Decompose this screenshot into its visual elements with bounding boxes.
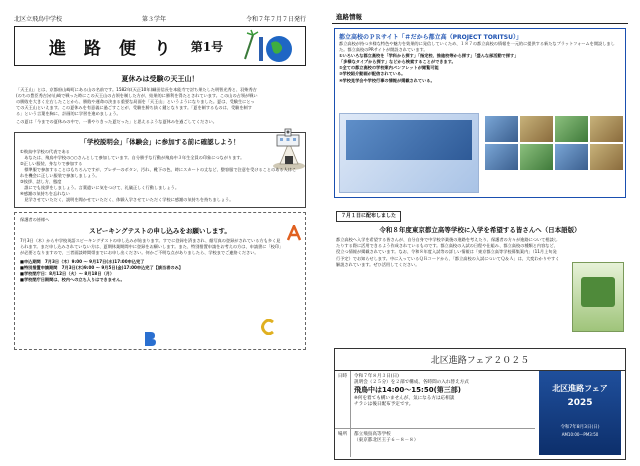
pr-site-item: ②全ての都立高校の学校案内パンフレットが閲覧可能: [339, 65, 439, 71]
speaking-test-title: スピーキングテストの申し込みをお願いします。: [89, 226, 231, 235]
school-photo: [485, 144, 518, 170]
school-photo: [520, 144, 553, 170]
pr-site-screenshot: [339, 113, 479, 193]
fair-time-slot: 飛鳥中は14:00～15:50(第三部): [354, 386, 461, 394]
school-photo: [485, 116, 518, 142]
left-page: [8, 8, 312, 460]
speaking-test-item: ■学校閉庁日期間は、校内への立ち入りはできません。: [20, 277, 125, 283]
school-photo: [520, 116, 553, 142]
fair-key: 日時: [335, 371, 351, 428]
briefing-item: 標準服で参加することはもちろんですが、ブレザーのボタン、汚れ、靴下の色、時にスカートの丈など、整容服で注意を受けることのある人はこれを機会に正しい服装で参加しましょう。: [20, 166, 297, 178]
pr-site-item: 「多様なタイプから探す」などから検索することができます。: [339, 59, 456, 65]
issue-date: 令和７年７月７日発行: [245, 16, 306, 23]
pr-site-item: ④学校見学会や学校行事の情報が掲載されている。: [339, 77, 435, 83]
career-fair-poster: [539, 371, 621, 455]
briefing-item: ④感謝の気持ちを忘れない: [20, 191, 70, 197]
issue-number: 第1号: [190, 39, 224, 54]
school-name: 北区立飛鳥中学校: [14, 16, 63, 23]
speaking-test-item: ■学校閉庁日：8月12日（火）～ 8月18日（月）: [20, 270, 115, 276]
briefing-item: ③挨拶、話し方、態度: [20, 179, 62, 185]
admission-guide-cover: [572, 262, 624, 332]
school-photo: [555, 144, 588, 170]
school-photo: [555, 116, 588, 142]
school-photo: [590, 116, 623, 142]
newsletter-header: [8, 8, 312, 26]
fair-value: [351, 429, 535, 457]
letter-c-decoration-icon: [261, 319, 275, 335]
letter-b-decoration-icon: [143, 331, 157, 347]
grade-label: 第３学年: [141, 16, 166, 23]
career-info-header: 進路情報: [332, 8, 628, 24]
pr-site-title: 都立高校のＰＲサイト「＃だから都立高（PROJECT TORITSU）」: [339, 34, 522, 41]
speaking-test-item: ■申込期間 7月3日（木）9:00 ～ 9月17日(水)17:00申込完了: [20, 258, 145, 264]
briefing-box-title: 「学校説明会」「体験会」に参加する前に確認しよう！: [80, 137, 240, 146]
school-photo: [590, 144, 623, 170]
parents-label: 保護者の皆様へ: [20, 217, 50, 223]
school-photo-grid: [485, 116, 623, 170]
speaking-test-box: [14, 212, 306, 350]
fair-date: 令和７年８月３日(日): [354, 374, 399, 379]
fair-format: 説明会（２５分）を２部で構成、各時間の入れ替え方式: [354, 380, 469, 385]
fair-key: 場所: [335, 429, 351, 457]
speaking-test-text: 7月3日（木）から中学校英語スピーキングテストの申し込みが始まります。すでに登録を済まされ、顔写真の登録がされている方も多く見られます。まだ申し込みされていない方は、夏期休業期間中に登録をお願いします。また、特別措置申請をお考えの方は、申請書に「校印」が必要となりますので、三者面談時間帯までにお申し出ください。何かご不明な点がありましたら、学校までご連絡ください。: [20, 237, 282, 255]
briefing-item: ①飛鳥中学校の代表である: [20, 148, 70, 154]
career-fair-table: [335, 371, 535, 457]
career-fair-box: [334, 348, 626, 460]
speaking-test-item: ■特別措置申請期間 7月3日(木)9:00 ～ 9月5日(金)17:00申込完了【該当者のみ】: [20, 264, 183, 270]
right-page: [328, 8, 632, 460]
fair-row-venue: [335, 429, 535, 457]
pr-site-item: ①いろいろな都立高校を「学科から探す」「指定校、推進校等から探す」「盛んな部活動で探す」: [339, 53, 519, 59]
fair-flyer-note: チラシは後日配布予定です。: [354, 402, 414, 407]
earth-logo-icon: [237, 29, 297, 65]
notice-label: ７月１日に配布しました: [336, 211, 401, 222]
poster-title: 北区進路フェア: [552, 384, 608, 393]
letter-a-decoration-icon: [287, 225, 301, 241]
briefing-check-box: [14, 132, 306, 209]
page-title: 進 路 便 り: [49, 38, 177, 59]
poster-time: AM10:00～PM3:50: [561, 432, 599, 437]
school-building-icon: [275, 127, 301, 147]
briefing-item: あなたは、飛鳥中学校の○○さんとして参加しています。自分勝手な行動が飛鳥中３年生全員の印象につながります。: [20, 154, 245, 160]
poster-date: 令和7年8月3日(日): [560, 425, 600, 430]
section-tail-summer: この夏は「今までの夏休みの中で、一番やりきった夏だった」と思えるような夏休みを過ごしてください。: [16, 119, 217, 125]
fair-venue: 都立飛鳥高等学校: [354, 432, 391, 437]
section-text-summer: 「天王山」とは、京都府山崎町にある山の名前です。1582年(天正10年)織田信長を本能寺で討ち果たした明智光秀と、羽柴秀吉(のちの豊臣秀吉)が山崎で戦った時にこの天王山の占領を制した方が、結果的に勝利を得たとされています。この山の占領が戦いの勝敗を大きく左右したことから、勝敗や運命の決まる重要な局面を「天王山」というようになりました。夏は、受験生にとっての天王山といえます。この夏休みを有意義に過ごすことが、受験を勝ち抜く鍵となります。「夏を制するものは、受験を制する」という言葉を胸に、計画的に学習を進めましょう。: [16, 87, 258, 117]
fair-note: ※何を着ても構いませんが、気になる方は応相談: [354, 396, 455, 401]
pr-site-item: ③学校紹介動画が配信されている。: [339, 71, 406, 77]
briefing-item: 見学させていただく、説明を聞かせていただく、体験入学させていただく学校に感謝の気持ちを持ちましょう。: [20, 197, 234, 203]
briefing-item: ②正しい服装、身なりで参加する: [20, 160, 83, 166]
section-title-summer: 夏休みは受験の天王山！: [121, 75, 199, 83]
title-box: [14, 26, 306, 66]
poster-year: 2025: [567, 398, 593, 408]
pr-site-box: [334, 28, 626, 198]
fair-row-datetime: [335, 371, 535, 429]
career-fair-title: 北区進路フェア２０２５: [335, 349, 625, 371]
fair-address: （東京都北区王子６－８－８）: [354, 438, 419, 443]
admission-guide-title: 令和８年度東京都立高等学校に入学を希望する皆さんへ（日本語版）: [379, 226, 581, 235]
admission-guide-text: 都立高校へ入学を希望する皆さんが、自分自身で中学校卒業後の進路を考えたり、保護者の方々が進路について相談したりする際に活用できるよう作成されているものです。都立高校の入試の日程や仕組み、都立高校の種類と内容など、役立つ情報が掲載されています。なお、令和８年度入試等の詳しい情報は「東京都立高等学校募集案内」（11月上旬発行予定）でお知らせします。中に入っているＱＲコードから、「都立高校の入試についてＱ＆Ａ」は、大変わかりやすく解説されています。ぜひ活用してください。: [336, 237, 560, 267]
fair-value: [351, 371, 535, 428]
briefing-item: 誰にでも挨拶をしましょう。言葉遣いに気をつけて、礼儀正しく行動しましょう。: [20, 185, 180, 191]
pr-site-text: 都立高校が持つ多様な特色や魅力を効果的に発信していくため、１８７の都立高校の情報を一元的に提供する新たなプラットフォームを開設しました。都立高校のPRサイトが開設されています。: [339, 41, 615, 53]
